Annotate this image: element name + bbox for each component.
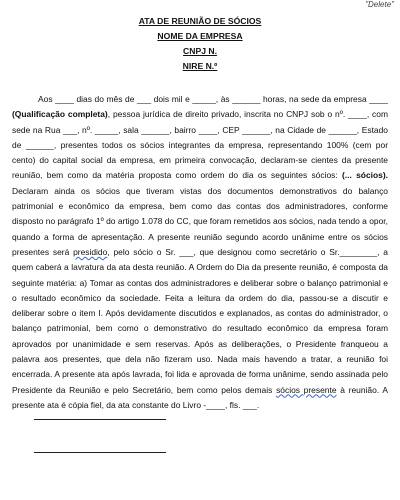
body-text: Declaram ainda os sócios que tiveram vistas dos documentos demonstrativos do balanço patrimonial e econômico da empresa, bem como das contas dos administradores, conforme disposto no parágrafo 1º do artigo 1.078 do CC, que foram remetidos aos sócios, nada tendo a opor, quando a forma de apresentação. A presente reunião segundo acordo unânime entre os sócios presentes será xyxy=(12,185,388,257)
spellcheck-word: presidido xyxy=(73,246,108,257)
body-text: Aos ____ dias do mês de ___ dois mil e _____, às ______ horas, na sede da empresa ____ xyxy=(38,94,388,104)
signature-line xyxy=(34,452,166,453)
qualification-bold: (Qualificação completa) xyxy=(12,109,108,120)
document-header xyxy=(0,14,400,74)
spellcheck-word: sócios presente xyxy=(276,384,337,395)
company-name: NOME DA EMPRESA xyxy=(157,31,243,41)
cnpj-line: CNPJ N. xyxy=(183,46,217,56)
nire-line: NIRE N.º xyxy=(182,61,218,71)
signature-line xyxy=(34,419,166,420)
minutes-body xyxy=(12,92,388,413)
delete-note: "Delete" xyxy=(365,0,394,9)
partners-bold: (... sócios). xyxy=(341,170,388,181)
body-text: , pelo sócio o Sr. ___, que designou como secretário o Sr.________, a quem caberá a lavratura da ata desta reunião. A Ordem do Dia da presente reunião, é composta da seguinte matéria: a) Tomar as contas dos administradores e deliberar sobre o balanço patrimonial e o resultado econômico da sociedade. Feita a leitura da ordem do dia, passou-se a discutir e deliberar sobre o item I. Após devidamente discutidos e explanados, as contas do administrador, o balanço patrimonial, bem como o demonstrativo do resultado econômico da empresa foram aprovados por unanimidade e sem reservas. Após as deliberações, o Presidente franqueou a palavra aos presentes, que dela não fizeram uso. Nada mais havendo a tratar, a reunião foi encerrada. A presente ata após lavrada, foi lida e aprovada de forma unânime, sendo assinada pelo Presidente da Reunião e pelo Secretário, bem como pelos demais xyxy=(12,246,388,395)
body-text: , pessoa jurídica de direito privado, inscrita no CNPJ sob o nº. ____, com sede na Rua ___, nº. _____, sala ______, bairro ____, CEP ______, na Cidade de ______, Estado de ______, presentes todos os sócios integrantes da empresa, representando 100% (cem por cento) do capital social da empresa, em primeira convocação, declaram-se cientes da presente reunião, bem como da matéria proposta como ordem do dia os seguintes sócios: xyxy=(12,109,388,181)
document-title: ATA DE REUNIÃO DE SÓCIOS xyxy=(138,16,262,26)
body-text: à reunião. A presente ata é cópia fiel, da ata constante do Livro -____, fls. ___. xyxy=(12,384,388,410)
